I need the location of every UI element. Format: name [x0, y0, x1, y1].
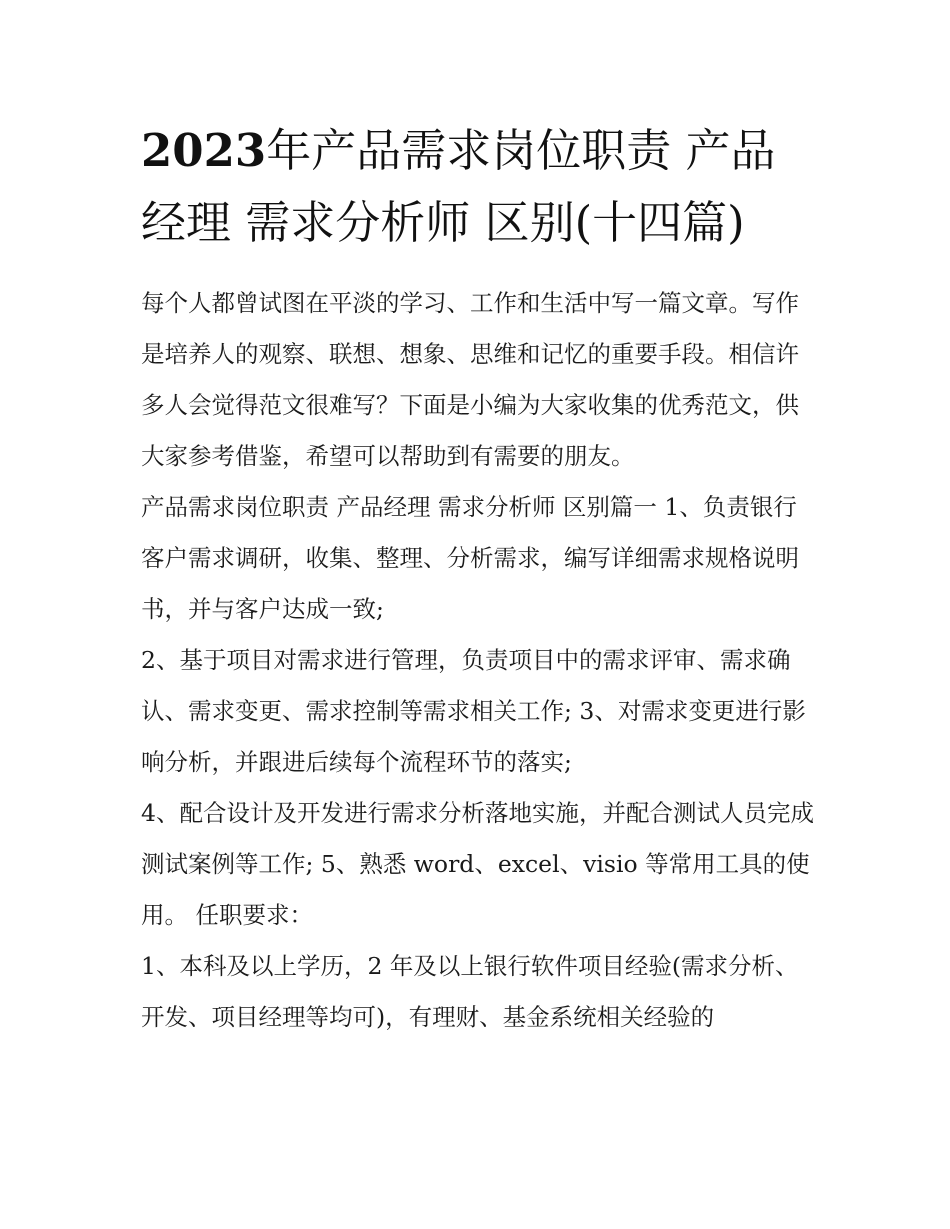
- document-title: [141, 115, 816, 259]
- body-paragraph: 2、基于项目对需求进行管理，负责项目中的需求评审、需求确认、需求变更、需求控制等需求相关工作; 3、对需求变更进行影响分析，并跟进后续每个流程环节的落实;: [141, 646, 806, 776]
- body-paragraph: 4、配合设计及开发进行需求分析落地实施，并配合测试人员完成测试案例等工作; 5、熟悉 word、excel、visio 等常用工具的使用。 任职要求：: [141, 799, 814, 929]
- document-content: [141, 115, 816, 1043]
- document-title-year: 2023: [141, 124, 267, 177]
- document-title-text: 年产品需求岗位职责 产品经理 需求分析师 区别(十四篇): [141, 124, 776, 249]
- body-paragraph: 1、本科及以上学历，2 年及以上银行软件项目经验(需求分析、开发、项目经理等均可)，有理财、基金系统相关经验的: [141, 952, 799, 1031]
- intro-paragraph: 每个人都曾试图在平淡的学习、工作和生活中写一篇文章。写作是培养人的观察、联想、想象、思维和记忆的重要手段。相信许多人会觉得范文很难写？下面是小编为大家收集的优秀范文，供大家参考借鉴，希望可以帮助到有需要的朋友。: [141, 289, 799, 470]
- document-body: [141, 278, 816, 1043]
- body-paragraph: 产品需求岗位职责 产品经理 需求分析师 区别篇一 1、负责银行客户需求调研，收集、整理、分析需求，编写详细需求规格说明书，并与客户达成一致;: [141, 493, 799, 623]
